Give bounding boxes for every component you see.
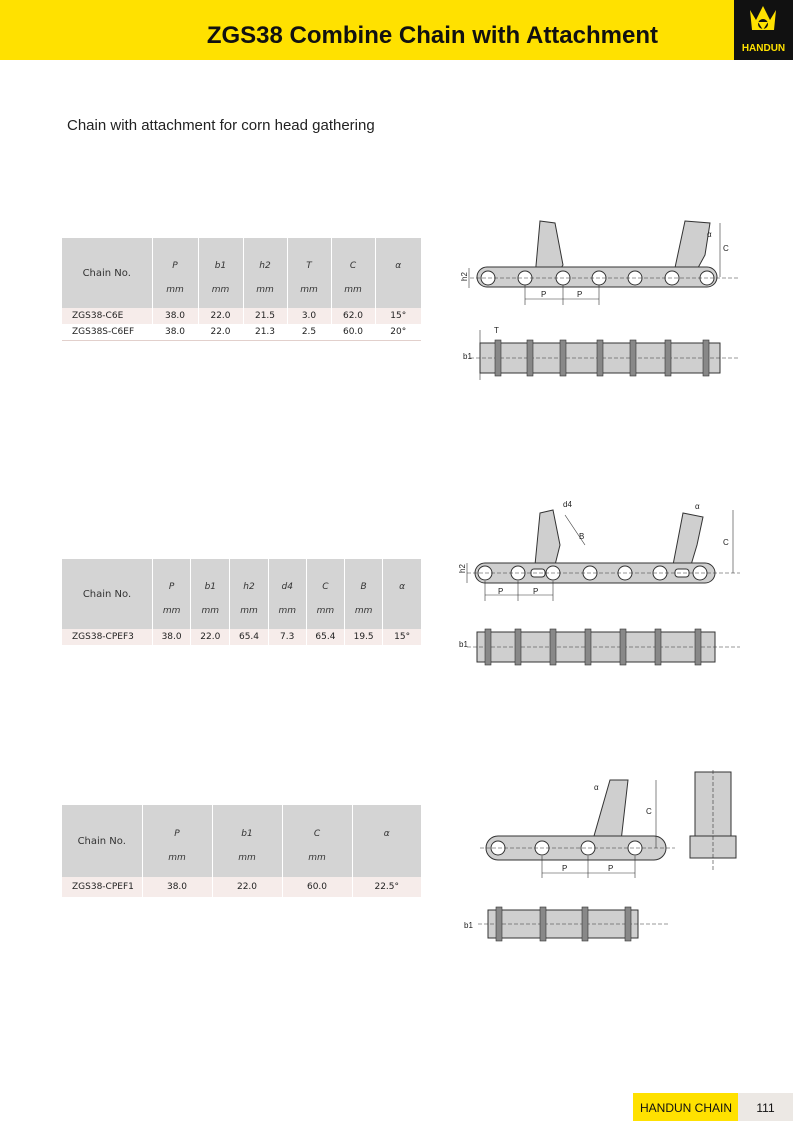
col-header <box>331 238 375 308</box>
column-unit: mm <box>162 606 181 616</box>
table-cell: 15° <box>375 308 421 324</box>
header-bar <box>0 0 734 60</box>
column-symbol: d4 <box>281 582 293 592</box>
column-symbol: P <box>174 829 180 839</box>
column-symbol: α <box>383 829 390 839</box>
col-header <box>152 238 198 308</box>
table-cell: 65.4 <box>230 629 268 645</box>
table-cell: 22.0 <box>212 877 282 897</box>
column-symbol: T <box>306 261 312 271</box>
spec-table-2 <box>62 559 421 645</box>
table-row <box>62 308 421 324</box>
column-symbol: C <box>349 261 357 271</box>
column-symbol: P <box>172 261 178 271</box>
table-cell: 19.5 <box>345 629 383 645</box>
label-c: C <box>646 807 652 816</box>
col-header <box>282 805 352 877</box>
col-header <box>153 559 191 629</box>
col-header <box>243 238 287 308</box>
footer-brand <box>633 1093 738 1121</box>
label-b1: b1 <box>464 921 473 930</box>
label-p: P <box>533 587 539 596</box>
brand-name: HANDUN <box>741 43 786 54</box>
column-symbol: h2 <box>243 582 255 592</box>
column-unit: mm <box>278 606 296 616</box>
table-cell: 3.0 <box>287 308 331 324</box>
header-chain-no: Chain No. <box>62 805 142 877</box>
col-header <box>306 559 344 629</box>
table-cell: 21.5 <box>243 308 287 324</box>
table-cell: 15° <box>383 629 421 645</box>
column-unit: mm <box>238 853 256 863</box>
column-unit: mm <box>166 285 184 295</box>
crown-icon <box>734 0 793 44</box>
column-unit <box>376 280 422 300</box>
table-cell: 21.3 <box>243 324 287 341</box>
label-a: α <box>707 230 712 239</box>
column-symbol: P <box>168 582 175 592</box>
table-cell: 38.0 <box>152 308 198 324</box>
table-cell: 60.0 <box>282 877 352 897</box>
label-p: P <box>562 864 568 873</box>
header-chain-no: Chain No. <box>62 238 152 308</box>
brand-logo <box>734 0 793 60</box>
col-header <box>230 559 268 629</box>
column-unit: mm <box>300 285 318 295</box>
column-unit: mm <box>168 853 186 863</box>
column-unit: mm <box>201 606 220 616</box>
table-cell: ZGS38-CPEF3 <box>62 629 153 645</box>
label-b: B <box>579 532 585 541</box>
table-row <box>62 324 421 341</box>
label-t: T <box>494 326 499 335</box>
label-b1: b1 <box>459 640 468 649</box>
col-header <box>287 238 331 308</box>
col-header <box>191 559 230 629</box>
spec-table-1 <box>62 238 421 341</box>
label-h2: h2 <box>458 564 467 573</box>
col-header <box>383 559 421 629</box>
table-cell: 60.0 <box>331 324 375 341</box>
column-symbol: B <box>360 582 367 592</box>
spec-table-3 <box>62 805 421 897</box>
column-unit <box>353 848 422 868</box>
column-symbol: C <box>313 829 321 839</box>
column-symbol: C <box>322 582 329 592</box>
column-unit: mm <box>240 606 258 616</box>
label-p: P <box>608 864 614 873</box>
table-cell: 22.0 <box>191 629 230 645</box>
label-p: P <box>577 290 583 299</box>
page-number-text: 111 <box>756 1101 775 1115</box>
table-cell: 22.5° <box>352 877 421 897</box>
label-b1: b1 <box>463 352 472 361</box>
column-symbol: h2 <box>259 261 271 271</box>
footer-brand-text: HANDUN CHAIN <box>640 1101 733 1115</box>
column-symbol: α <box>399 582 406 592</box>
label-p: P <box>541 290 547 299</box>
label-p: P <box>498 587 504 596</box>
col-header <box>212 805 282 877</box>
table-cell: 38.0 <box>153 629 191 645</box>
col-header <box>142 805 212 877</box>
column-symbol: b1 <box>204 582 217 592</box>
page-title: ZGS38 Combine Chain with Attachment <box>206 22 658 49</box>
table-cell: 62.0 <box>331 308 375 324</box>
label-a: α <box>695 502 700 511</box>
label-c: C <box>723 244 729 253</box>
page-number <box>738 1093 793 1121</box>
label-c: C <box>723 538 729 547</box>
table-cell: ZGS38-CPEF1 <box>62 877 142 897</box>
table-cell: 38.0 <box>152 324 198 341</box>
col-header <box>375 238 421 308</box>
column-unit: mm <box>344 285 362 295</box>
table-cell: 2.5 <box>287 324 331 341</box>
table-cell: 22.0 <box>198 308 243 324</box>
header-chain-no: Chain No. <box>62 559 153 629</box>
col-header <box>352 805 421 877</box>
column-unit: mm <box>354 606 373 616</box>
col-header <box>198 238 243 308</box>
chain-diagram-2 <box>455 495 745 675</box>
col-header <box>268 559 306 629</box>
table-cell: 7.3 <box>268 629 306 645</box>
chain-diagram-3 <box>460 770 750 955</box>
label-d4: d4 <box>563 500 572 509</box>
section-subtitle: Chain with attachment for corn head gathering <box>67 117 375 134</box>
label-a: α <box>594 783 599 792</box>
column-unit: mm <box>316 606 335 616</box>
label-h2: h2 <box>460 272 469 281</box>
table-cell: 65.4 <box>306 629 344 645</box>
table-cell: ZGS38S-C6EF <box>62 324 152 341</box>
table-row <box>62 877 421 897</box>
table-cell: 20° <box>375 324 421 341</box>
column-symbol: b1 <box>214 261 227 271</box>
table-cell: ZGS38-C6E <box>62 308 152 324</box>
column-symbol: α <box>395 261 402 271</box>
column-unit <box>383 601 421 621</box>
column-unit: mm <box>308 853 326 863</box>
table-row <box>62 629 421 645</box>
col-header <box>345 559 383 629</box>
column-unit: mm <box>211 285 230 295</box>
table-cell: 22.0 <box>198 324 243 341</box>
column-unit: mm <box>256 285 274 295</box>
chain-diagram-1 <box>455 215 745 385</box>
column-symbol: b1 <box>241 829 253 839</box>
table-cell: 38.0 <box>142 877 212 897</box>
